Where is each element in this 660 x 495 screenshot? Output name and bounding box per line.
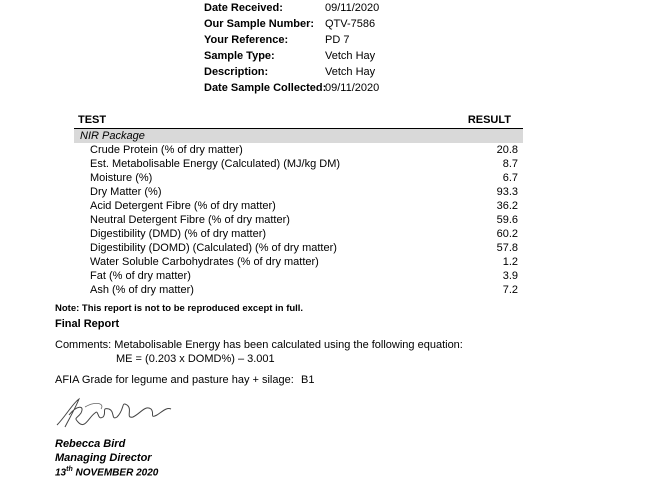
table-row [74,213,523,227]
test-result: 20.8 [496,144,518,156]
test-result: 60.2 [496,228,518,240]
signatory-role: Managing Director [55,452,152,464]
meta-key: Our Sample Number: [204,18,315,30]
test-result: 1.2 [502,256,518,268]
meta-key: Sample Type: [204,50,275,62]
afia-grade-value: B1 [301,374,315,386]
signature-image [55,395,185,433]
test-name: Digestibility (DOMD) (Calculated) (% of dry matter) [90,242,337,254]
table-row [74,199,523,213]
signatory-name: Rebecca Bird [55,438,126,450]
test-name: Water Soluble Carbohydrates (% of dry matter) [90,256,319,268]
test-result: 59.6 [496,214,518,226]
test-result: 7.2 [502,284,518,296]
meta-value: PD 7 [325,34,350,46]
me-equation: ME = (0.203 x DOMD%) – 3.001 [116,353,275,365]
table-row [74,171,523,185]
test-result: 6.7 [502,172,518,184]
afia-grade-label: AFIA Grade for legume and pasture hay + silage: [55,374,294,386]
table-row [74,143,523,157]
table-row [74,255,523,269]
report-date-suffix: th [66,466,73,473]
test-result: 93.3 [496,186,518,198]
table-row [74,269,523,283]
result-column-header: RESULT [467,114,511,126]
test-result: 36.2 [496,200,518,212]
results-table [74,112,523,297]
test-name: Neutral Detergent Fibre (% of dry matter) [90,214,290,226]
table-row [74,241,523,255]
table-row [74,283,523,297]
test-name: Ash (% of dry matter) [90,284,194,296]
meta-key: Your Reference: [204,34,289,46]
table-body [74,143,523,297]
package-label: NIR Package [74,129,523,143]
meta-value: QTV-7586 [325,18,376,30]
test-name: Dry Matter (%) [90,186,162,198]
test-result: 3.9 [502,270,518,282]
meta-key: Date Sample Collected: [204,82,327,94]
reproduction-note: Note: This report is not to be reproduced except in full. [55,303,304,314]
report-date-month: NOVEMBER 2020 [75,467,159,479]
meta-key: Description: [204,66,269,78]
table-row [74,227,523,241]
table-row [74,157,523,171]
test-column-header: TEST [78,114,107,126]
report-date [55,466,158,478]
test-name: Moisture (%) [90,172,153,184]
meta-value: Vetch Hay [325,50,376,62]
meta-value: 09/11/2020 [325,82,380,94]
report-date-day: 13 [55,467,67,479]
meta-value: Vetch Hay [325,66,376,78]
test-result: 8.7 [502,158,518,170]
table-row [74,185,523,199]
test-name: Fat (% of dry matter) [90,270,191,282]
comments-text: Comments: Metabolisable Energy has been calculated using the following equation: [55,339,463,351]
meta-key: Date Received: [204,2,283,14]
table-header [74,112,523,129]
test-name: Digestibility (DMD) (% of dry matter) [90,228,267,240]
test-name: Crude Protein (% of dry matter) [90,144,243,156]
meta-value: 09/11/2020 [325,2,380,14]
test-name: Est. Metabolisable Energy (Calculated) (MJ/kg DM) [90,158,341,170]
final-report-label: Final Report [55,318,120,330]
test-name: Acid Detergent Fibre (% of dry matter) [90,200,276,212]
test-result: 57.8 [496,242,518,254]
